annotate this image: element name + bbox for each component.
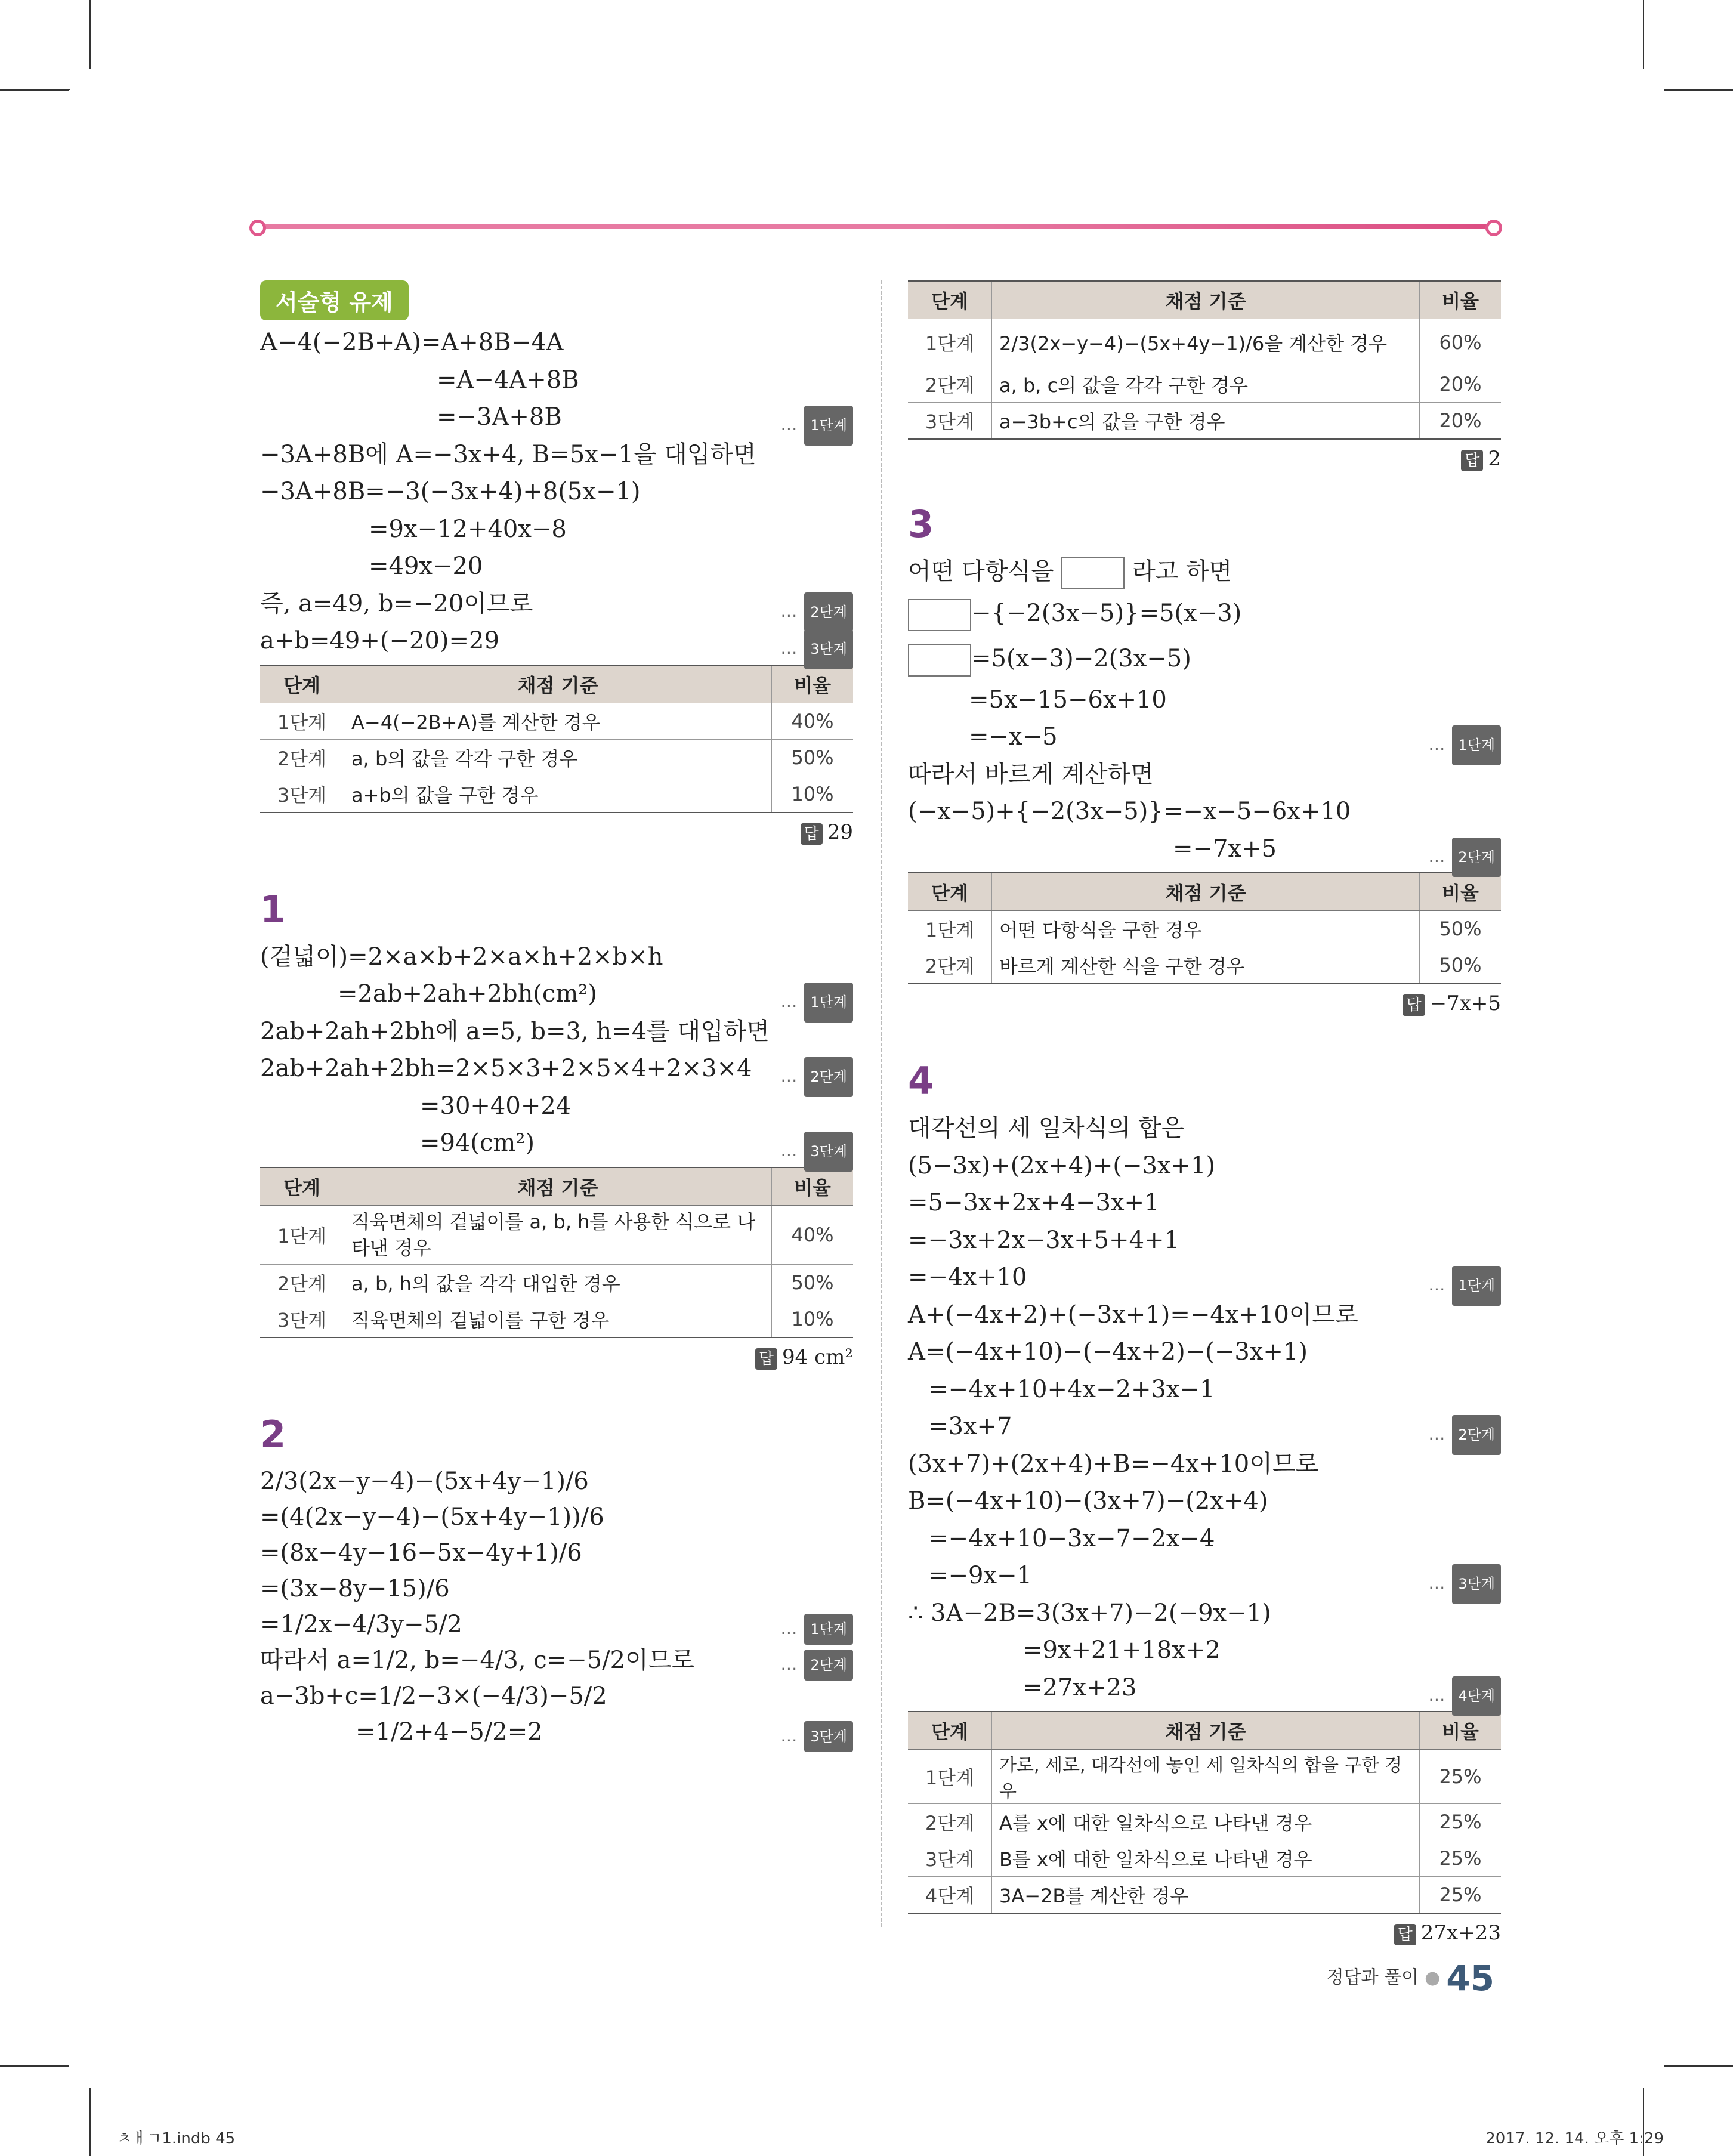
solution-line: 2/3(2x−y−4)−(5x+4y−1)/6 (260, 1467, 589, 1495)
solution-line: =5(x−3)−2(3x−5) (908, 636, 1501, 681)
step-marker: … 2단계 (780, 1057, 853, 1097)
crop-mark (1664, 2065, 1733, 2067)
step-marker: … 1단계 (780, 406, 853, 446)
answer: 답 29 (260, 813, 853, 851)
header-dot-left (249, 220, 266, 236)
step-marker: … 2단계 (1428, 1415, 1501, 1455)
scoring-table: 단계 채점 기준 비율 1단계 어떤 다항식을 구한 경우 50% 2단계 바르게 계산한 식을 구한 경우 50% (908, 872, 1501, 984)
question-number: 3 (908, 502, 934, 546)
step-marker: … 3단계 (780, 629, 853, 669)
solution-line: −3A+8B에 A=−3x+4, B=5x−1을 대입하면 (260, 440, 756, 468)
section-badge: 서술형 유제 (260, 280, 409, 320)
solution-line: 즉, a=49, b=−20이므로 … 2단계 (260, 585, 853, 623)
table-row: 2단계 a, b의 값을 각각 구한 경우 50% (260, 739, 853, 776)
left-column (260, 280, 853, 1750)
solution-line: a+b=49+(−20)=29 … 3단계 (260, 622, 853, 660)
solution-line: 2ab+2ah+2bh=2×5×3+2×5×4+2×3×4 … 2단계 (260, 1050, 853, 1088)
table-row: 3단계 B를 x에 대한 일차식으로 나타낸 경우 25% (908, 1840, 1501, 1877)
solution-line: 어떤 다항식을 라고 하면 (908, 553, 1501, 591)
table-row: 1단계 어떤 다항식을 구한 경우 50% (908, 911, 1501, 947)
solution-line: (3x+7)+(2x+4)+B=−4x+10이므로 (908, 1450, 1319, 1478)
table-row: 2단계 a, b, h의 값을 각각 대입한 경우 50% (260, 1264, 853, 1301)
page-footer: 정답과 풀이 ● 45 (1326, 1958, 1494, 1999)
table-row: 3단계 a+b의 값을 구한 경우 10% (260, 776, 853, 813)
scoring-table: 단계 채점 기준 비율 1단계 A−4(−2B+A)를 계산한 경우 40% 2단계 a, b의 값을 각각 구한 경우 50% 3단계 a+b의 값을 구한 경우 10% (260, 665, 853, 813)
solution-line: (겉넓이)=2×a×b+2×a×h+2×b×h (260, 943, 663, 971)
crop-mark (0, 2065, 69, 2067)
blank-box (908, 644, 971, 677)
crop-mark (0, 89, 69, 91)
blank-box (1061, 557, 1125, 589)
step-marker: … 3단계 (780, 1721, 853, 1752)
solution-line: =(3x−8y−15)/6 (260, 1574, 450, 1602)
crop-mark (69, 89, 70, 90)
header-dot-right (1485, 220, 1502, 236)
step-marker: … 1단계 (1428, 1266, 1501, 1306)
solution-line: =9x−12+40x−8 (369, 515, 567, 543)
solution-line: =−9x−1 … 3단계 (908, 1557, 1501, 1595)
solution-line: =(4(2x−y−4)−(5x+4y−1))/6 (260, 1503, 604, 1531)
table-row: 1단계 가로, 세로, 대각선에 놓인 세 일차식의 합을 구한 경우 25% (908, 1750, 1501, 1804)
scoring-table: 단계 채점 기준 비율 1단계 2/3(2x−y−4)−(5x+4y−1)/6을 계산한 경우 60% 2단계 a, b, c의 값을 각각 구한 경우 20% 3단계 a−3b+c의 값을 구한 경우 20% (908, 280, 1501, 440)
step-marker: … 3단계 (1428, 1564, 1501, 1604)
answer: 답 94 cm² (260, 1338, 853, 1376)
solution-line: =−7x+5 … 2단계 (908, 830, 1501, 868)
column-divider (881, 280, 882, 1927)
table-row: 2단계 a, b, c의 값을 각각 구한 경우 20% (908, 366, 1501, 403)
table-row: 1단계 직육면체의 겉넓이를 a, b, h를 사용한 식으로 나타낸 경우 40% (260, 1205, 853, 1264)
step-marker: … 2단계 (780, 1650, 853, 1681)
solution-line: −{−2(3x−5)}=5(x−3) (908, 591, 1501, 636)
solution-line: =−3A+8B … 1단계 (260, 399, 853, 436)
solution-line: 따라서 a=1/2, b=−4/3, c=−5/2이므로 … 2단계 (260, 1642, 853, 1678)
solution-line: =−3x+2x−3x+5+4+1 (908, 1226, 1179, 1254)
crop-mark (89, 2088, 91, 2156)
step-marker: … 1단계 (1428, 725, 1501, 765)
solution-line: A+(−4x+2)+(−3x+1)=−4x+10이므로 (908, 1301, 1358, 1329)
step-marker: … 4단계 (1428, 1676, 1501, 1716)
solution-line: =2ab+2ah+2bh(cm²) … 1단계 (260, 975, 853, 1013)
header-line (258, 224, 1494, 229)
solution-line: A−4(−2B+A)=A+8B−4A (260, 329, 564, 356)
section-label: 정답과 풀이 (1326, 1967, 1419, 1988)
step-marker: … 2단계 (780, 592, 853, 632)
solution-line: =5x−15−6x+10 (969, 685, 1167, 713)
solution-line: =1/2x−4/3y−5/2 … 1단계 (260, 1607, 853, 1642)
blank-box (908, 599, 971, 631)
print-date: 2017. 12. 14. 오후 1:29 (1485, 2130, 1664, 2148)
table-row: 1단계 2/3(2x−y−4)−(5x+4y−1)/6을 계산한 경우 60% (908, 319, 1501, 366)
solution-line: =3x+7 … 2단계 (908, 1408, 1501, 1445)
solution-line: (5−3x)+(2x+4)+(−3x+1) (908, 1151, 1216, 1179)
solution-line: −3A+8B=−3(−3x+4)+8(5x−1) (260, 478, 641, 505)
scoring-table: 단계 채점 기준 비율 1단계 가로, 세로, 대각선에 놓인 세 일차식의 합을 구한 경우 25% 2단계 A를 x에 대한 일차식으로 나타낸 경우 25% 3단계 B를 x에 대한 일차식으로 나타낸 경우 25% 4단계 3A−2B를 계산한 경우 25% (908, 1711, 1501, 1914)
crop-mark (89, 0, 91, 69)
step-marker: … 2단계 (1428, 838, 1501, 878)
solution-line: =−4x+10−3x−7−2x−4 (928, 1524, 1215, 1552)
solution-line: =(8x−4y−16−5x−4y+1)/6 (260, 1539, 582, 1567)
solution-line: =30+40+24 (420, 1092, 572, 1120)
answer: 답 27x+23 (908, 1914, 1501, 1952)
solution-line: =27x+23 … 4단계 (908, 1669, 1501, 1707)
file-info: ㅊㅐㄱ1.indb 45 (117, 2130, 236, 2148)
solution-line: =5−3x+2x+4−3x+1 (908, 1189, 1160, 1216)
step-marker: … 3단계 (780, 1132, 853, 1172)
step-marker: … 1단계 (780, 983, 853, 1023)
solution-line: =9x+21+18x+2 (1022, 1636, 1221, 1664)
question-number: 4 (908, 1059, 934, 1102)
crop-mark (1664, 89, 1733, 91)
solution-line: B=(−4x+10)−(3x+7)−(2x+4) (908, 1487, 1268, 1515)
solution-line: 2ab+2ah+2bh에 a=5, b=3, h=4를 대입하면 (260, 1017, 770, 1045)
scoring-table: 단계 채점 기준 비율 1단계 직육면체의 겉넓이를 a, b, h를 사용한 식으로 나타낸 경우 40% 2단계 a, b, h의 값을 각각 대입한 경우 50% 3단계 직육면체의 겉넓이를 구한 경우 10% (260, 1167, 853, 1338)
solution-line: (−x−5)+{−2(3x−5)}=−x−5−6x+10 (908, 798, 1351, 825)
table-row: 1단계 A−4(−2B+A)를 계산한 경우 40% (260, 703, 853, 739)
table-row: 2단계 바르게 계산한 식을 구한 경우 50% (908, 947, 1501, 984)
solution-line: =94(cm²) … 3단계 (260, 1125, 853, 1162)
table-row: 2단계 A를 x에 대한 일차식으로 나타낸 경우 25% (908, 1804, 1501, 1840)
step-marker: … 1단계 (780, 1614, 853, 1645)
answer: 답 2 (908, 440, 1501, 478)
crop-mark (1643, 0, 1644, 69)
solution-line: a−3b+c=1/2−3×(−4/3)−5/2 (260, 1682, 607, 1710)
page-number: 45 (1446, 1958, 1494, 1999)
table-row: 4단계 3A−2B를 계산한 경우 25% (908, 1877, 1501, 1914)
solution-line: =−x−5 … 1단계 (908, 718, 1501, 756)
solution-line: =A−4A+8B (437, 366, 579, 394)
solution-line: =−4x+10+4x−2+3x−1 (928, 1375, 1215, 1403)
solution-line: 대각선의 세 일차식의 합은 (908, 1114, 1185, 1142)
solution-line: =1/2+4−5/2=2 … 3단계 (260, 1714, 853, 1750)
solution-line: =−4x+10 … 1단계 (908, 1259, 1501, 1296)
table-row: 3단계 직육면체의 겉넓이를 구한 경우 10% (260, 1301, 853, 1338)
solution-line: =49x−20 (369, 552, 483, 580)
solution-line: 따라서 바르게 계산하면 (908, 760, 1154, 788)
header-bar (249, 220, 1502, 234)
question-number: 1 (260, 887, 286, 931)
solution-line: A=(−4x+10)−(−4x+2)−(−3x+1) (908, 1338, 1308, 1366)
answer: 답 −7x+5 (908, 984, 1501, 1023)
table-row: 3단계 a−3b+c의 값을 구한 경우 20% (908, 403, 1501, 440)
right-column (908, 280, 1501, 1952)
question-number: 2 (260, 1412, 286, 1456)
solution-line: ∴ 3A−2B=3(3x+7)−2(−9x−1) (908, 1599, 1271, 1627)
